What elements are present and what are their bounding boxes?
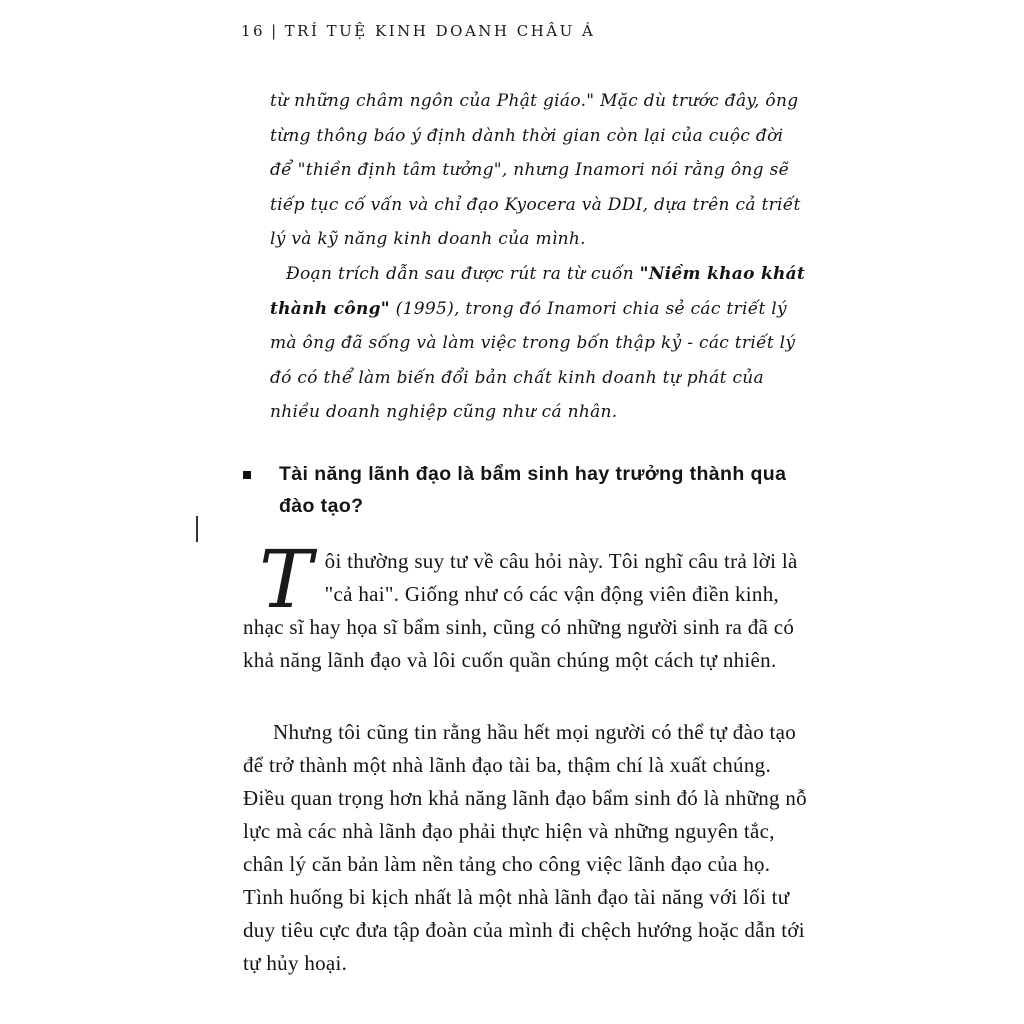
section-heading-text: Tài năng lãnh đạo là bẩm sinh hay trưởng thành qua đào tạo? (279, 463, 787, 517)
intro-paragraph-2-text (270, 257, 810, 430)
body-paragraph-2 (243, 716, 811, 980)
section-heading (243, 458, 803, 522)
book-citation: "Niềm khao khát thành công" (270, 264, 806, 319)
intro-paragraph-2 (270, 257, 810, 430)
drop-cap: T (259, 533, 313, 626)
margin-mark (196, 516, 198, 542)
body-paragraph-1-text (243, 533, 811, 677)
body-paragraph-2-text: Nhưng tôi cũng tin rằng hầu hết mọi người có thể tự đào tạo để trở thành một nhà lãnh đạo tài ba, thậm chí là xuất chúng. Điều quan trọng hơn khả năng lãnh đạo bẩm sinh đó là những nỗ lực mà các nhà lãnh đạo phải thực hiện và những nguyên tắc, chân lý căn bản làm nền tảng cho công việc lãnh đạo của họ. Tình huống bi kịch nhất là một nhà lãnh đạo tài năng với lối tư duy tiêu cực đưa tập đoàn của mình đi chệch hướng hoặc dẫn tới tự hủy hoại. (243, 720, 807, 975)
running-header (241, 22, 595, 40)
header-separator: | (271, 22, 279, 40)
square-bullet-icon (243, 471, 251, 479)
intro-paragraph-2-before: Đoạn trích dẫn sau được rút ra từ cuốn (286, 264, 640, 284)
page-number: 16 (241, 22, 266, 40)
intro-paragraph-1-text: từ những châm ngôn của Phật giáo." Mặc dù trước đây, ông từng thông báo ý định dành thời gian còn lại của cuộc đời để "thiền định tâm tưởng", nhưng Inamori nói rằng ông sẽ tiếp tục cố vấn và chỉ đạo Kyocera và DDI, dựa trên cả triết lý và kỹ năng kinh doanh của mình. (270, 91, 801, 249)
body-paragraph-1 (243, 533, 811, 677)
intro-paragraph-1 (270, 84, 810, 257)
intro-paragraph-2-after: (1995), trong đó Inamori chia sẻ các triết lý mà ông đã sống và làm việc trong bốn thập kỷ - các triết lý đó có thể làm biến đổi bản chất kinh doanh tự phát của nhiều doanh nghiệp cũng như cá nhân. (270, 298, 796, 422)
book-title: TRÍ TUỆ KINH DOANH CHÂU Á (284, 22, 596, 40)
body-paragraph-1-content: ôi thường suy tư về câu hỏi này. Tôi nghĩ câu trả lời là "cả hai". Giống như có các vận động viên điền kinh, nhạc sĩ hay họa sĩ bẩm sinh, cũng có những người sinh ra đã có khả năng lãnh đạo và lôi cuốn quần chúng một cách tự nhiên. (243, 549, 798, 672)
